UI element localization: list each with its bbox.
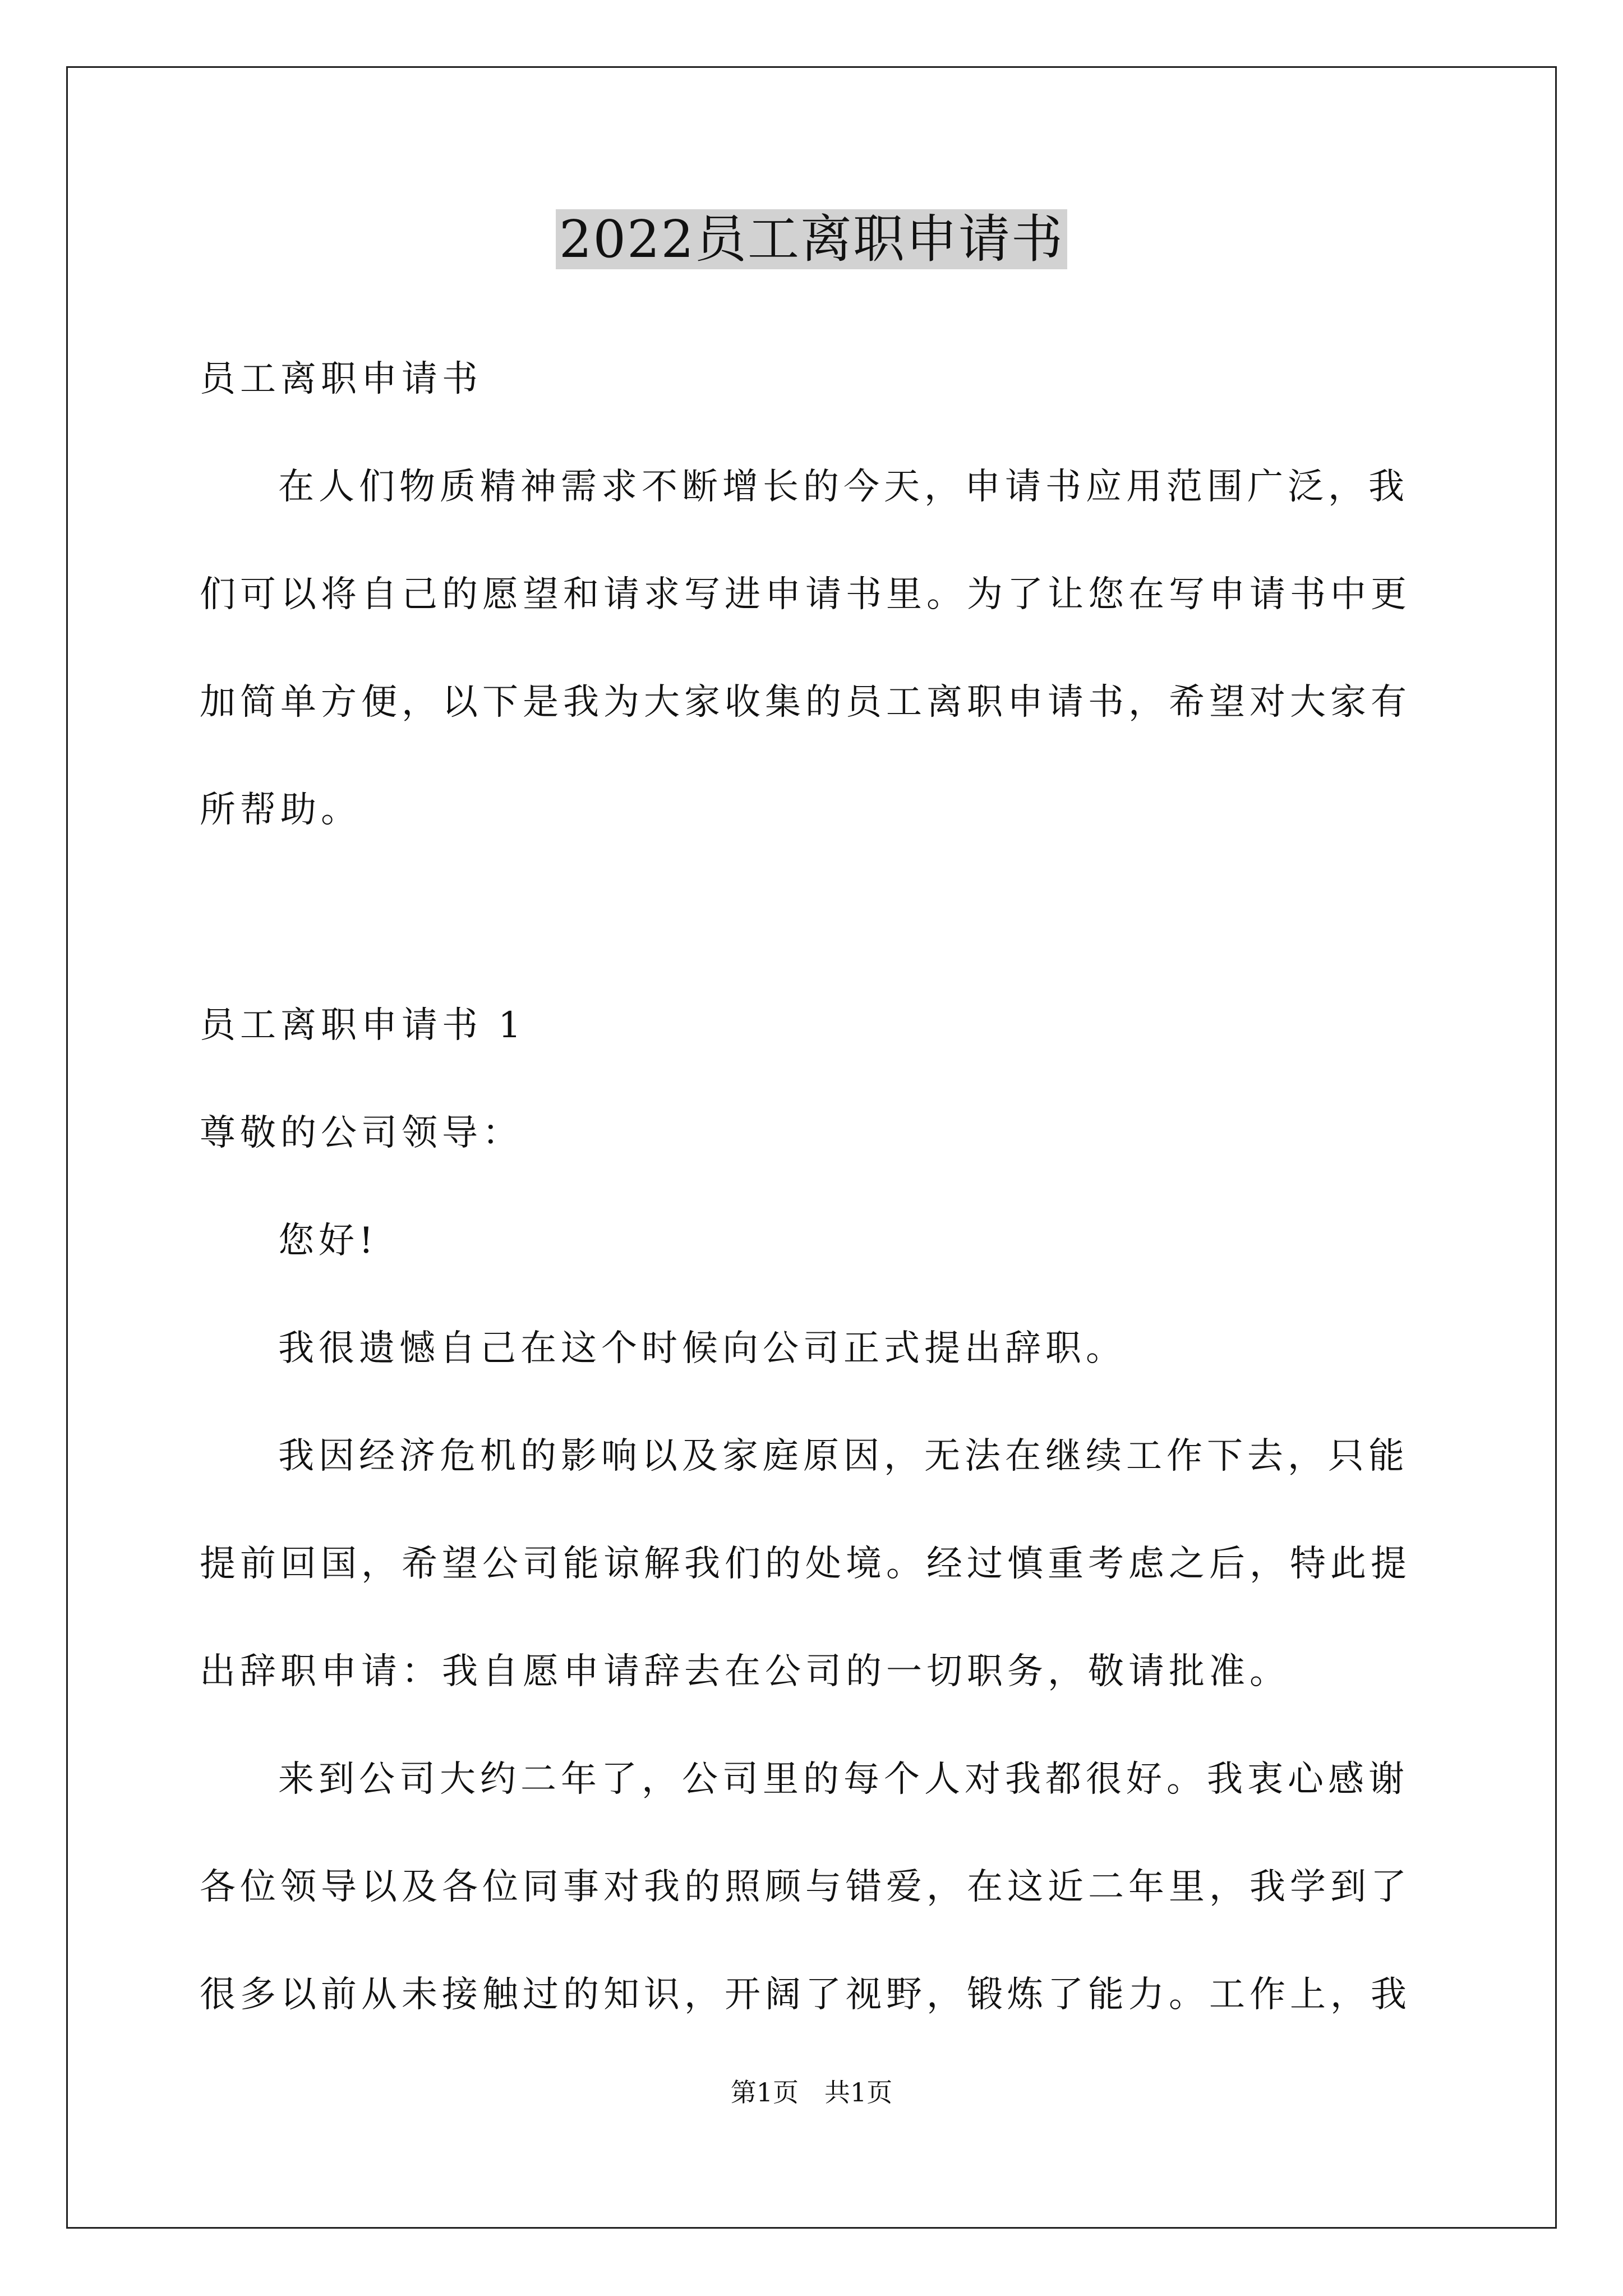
paragraph-line: 出辞职申请：我自愿申请辞去在公司的一切职务，敬请批准。 (200, 1651, 1290, 1692)
section-heading: 员工离职申请书 1 (200, 1005, 526, 1046)
document-title-block (0, 203, 1623, 276)
document-body (200, 325, 1433, 2049)
document-title: 2022员工离职申请书 (556, 209, 1067, 269)
paragraph-line: 所帮助。 (200, 789, 361, 831)
paragraph-gap (200, 864, 1433, 972)
paragraph-line: 加简单方便，以下是我为大家收集的员工离职申请书，希望对大家有 (200, 682, 1411, 723)
paragraph-line: 提前回国，希望公司能谅解我们的处境。经过慎重考虑之后，特此提 (200, 1543, 1411, 1585)
paragraph-line: 我因经济危机的影响以及家庭原因，无法在继续工作下去，只能 (278, 1435, 1409, 1477)
page-footer: 第1页 共1页 (730, 2077, 893, 2108)
paragraph-line: 们可以将自己的愿望和请求写进申请书里。为了让您在写申请书中更 (200, 574, 1411, 615)
salutation: 尊敬的公司领导： (200, 1112, 523, 1154)
paragraph-line: 来到公司大约二年了，公司里的每个人对我都很好。我衷心感谢 (278, 1759, 1409, 1800)
paragraph-line: 我很遗憾自己在这个时候向公司正式提出辞职。 (278, 1328, 1126, 1369)
greeting: 您好! (278, 1220, 378, 1262)
paragraph-line: 各位领导以及各位同事对我的照顾与错爱，在这近二年里，我学到了 (200, 1866, 1411, 1908)
paragraph-line: 在人们物质精神需求不断增长的今天，申请书应用范围广泛，我 (278, 466, 1409, 508)
section-heading: 员工离职申请书 (200, 358, 482, 400)
paragraph-line: 很多以前从未接触过的知识，开阔了视野，锻炼了能力。工作上，我 (200, 1974, 1411, 2016)
